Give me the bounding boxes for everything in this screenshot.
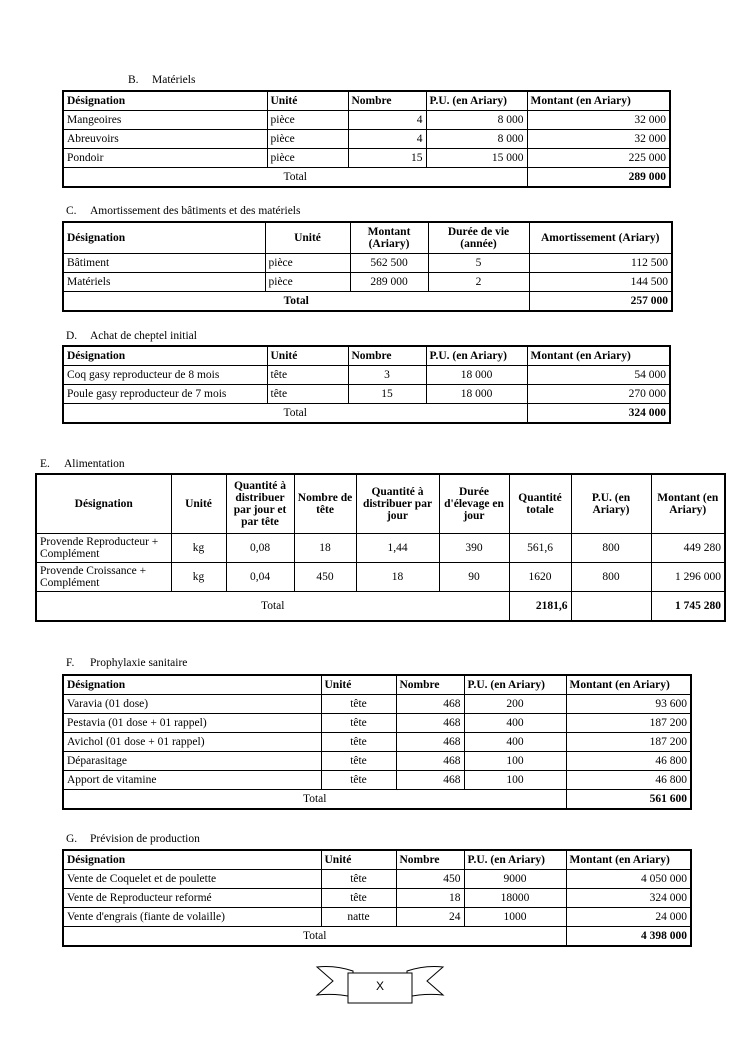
table-cell: Apport de vitamine bbox=[63, 771, 321, 790]
table-cell: 18000 bbox=[464, 889, 566, 908]
column-header: Unité bbox=[171, 474, 226, 534]
table-cell: tête bbox=[321, 714, 396, 733]
total-amount: 289 000 bbox=[527, 168, 670, 188]
table-header-row bbox=[63, 675, 691, 695]
table-row bbox=[63, 111, 670, 130]
column-header: Unité bbox=[267, 346, 348, 366]
table-row bbox=[36, 534, 725, 563]
total-label: Total bbox=[63, 168, 527, 188]
table-row bbox=[36, 563, 725, 592]
table-cell: 46 800 bbox=[566, 771, 691, 790]
total-row bbox=[63, 404, 670, 424]
table-cell: 5 bbox=[428, 254, 529, 273]
table-cell: 8 000 bbox=[426, 111, 527, 130]
table-row bbox=[63, 870, 691, 889]
table-cell: Poule gasy reproducteur de 7 mois bbox=[63, 385, 267, 404]
table-cell: tête bbox=[321, 889, 396, 908]
table-cell: kg bbox=[171, 563, 226, 592]
column-header: Nombre bbox=[348, 346, 426, 366]
column-header: Nombre bbox=[396, 675, 464, 695]
table-row bbox=[63, 130, 670, 149]
table-g bbox=[62, 849, 692, 947]
table-cell: 0,08 bbox=[226, 534, 294, 563]
table-cell: Coq gasy reproducteur de 8 mois bbox=[63, 366, 267, 385]
table-cell: 800 bbox=[571, 563, 651, 592]
total-label: Total bbox=[63, 292, 529, 312]
table-cell: Pestavia (01 dose + 01 rappel) bbox=[63, 714, 321, 733]
column-header: Désignation bbox=[63, 850, 321, 870]
table-cell: 18 bbox=[396, 889, 464, 908]
section-title-g: G. Prévision de production bbox=[66, 833, 200, 845]
column-header: Nombre bbox=[348, 91, 426, 111]
page-number-banner bbox=[315, 963, 445, 1008]
column-header: Désignation bbox=[63, 222, 265, 254]
table-d bbox=[62, 345, 671, 424]
column-header: P.U. (en Ariary) bbox=[426, 346, 527, 366]
table-row bbox=[63, 254, 672, 273]
section-title-f: F. Prophylaxie sanitaire bbox=[66, 657, 188, 669]
table-c bbox=[62, 221, 673, 312]
table-cell: 561,6 bbox=[509, 534, 571, 563]
table-cell: 468 bbox=[396, 695, 464, 714]
column-header: Unité bbox=[321, 675, 396, 695]
table-cell: 449 280 bbox=[651, 534, 725, 563]
table-cell: 1620 bbox=[509, 563, 571, 592]
table-header-row bbox=[63, 850, 691, 870]
table-cell: 270 000 bbox=[527, 385, 670, 404]
table-row bbox=[63, 752, 691, 771]
table-cell: 32 000 bbox=[527, 111, 670, 130]
total-row bbox=[63, 927, 691, 947]
total-row bbox=[63, 292, 672, 312]
table-cell: 9000 bbox=[464, 870, 566, 889]
section-title-e: E. Alimentation bbox=[40, 458, 125, 470]
column-header: Durée d'élevage en jour bbox=[439, 474, 509, 534]
column-header: Montant (en Ariary) bbox=[566, 675, 691, 695]
total-row bbox=[36, 592, 725, 622]
total-row bbox=[63, 790, 691, 810]
table-header-row bbox=[36, 474, 725, 534]
total-amount: 324 000 bbox=[527, 404, 670, 424]
column-header: Quantité totale bbox=[509, 474, 571, 534]
table-cell: 1 296 000 bbox=[651, 563, 725, 592]
total-label: Total bbox=[63, 790, 566, 810]
table-cell: 4 bbox=[348, 111, 426, 130]
column-header: Montant (en Ariary) bbox=[566, 850, 691, 870]
column-header: Unité bbox=[321, 850, 396, 870]
column-header: Quantité à distribuer par jour bbox=[356, 474, 439, 534]
table-row bbox=[63, 714, 691, 733]
table-cell: 144 500 bbox=[529, 273, 672, 292]
table-row bbox=[63, 695, 691, 714]
table-cell: Vente de Coquelet et de poulette bbox=[63, 870, 321, 889]
column-header: P.U. (en Ariary) bbox=[571, 474, 651, 534]
table-cell: Provende Reproducteur + Complément bbox=[36, 534, 171, 563]
column-header: Unité bbox=[265, 222, 350, 254]
column-header: Montant (Ariary) bbox=[350, 222, 428, 254]
total-amount: 1 745 280 bbox=[651, 592, 725, 622]
table-cell: 32 000 bbox=[527, 130, 670, 149]
table-cell: pièce bbox=[265, 254, 350, 273]
total-row bbox=[63, 168, 670, 188]
table-cell: 18 000 bbox=[426, 366, 527, 385]
table-cell: 24 000 bbox=[566, 908, 691, 927]
table-cell: 18 bbox=[356, 563, 439, 592]
table-row bbox=[63, 385, 670, 404]
table-cell: 200 bbox=[464, 695, 566, 714]
table-cell: 4 050 000 bbox=[566, 870, 691, 889]
table-cell: Déparasitage bbox=[63, 752, 321, 771]
table-cell: 18 000 bbox=[426, 385, 527, 404]
table-cell: Bâtiment bbox=[63, 254, 265, 273]
column-header: Nombre de tête bbox=[294, 474, 356, 534]
table-cell: Matériels bbox=[63, 273, 265, 292]
table-row bbox=[63, 771, 691, 790]
table-row bbox=[63, 273, 672, 292]
column-header: Nombre bbox=[396, 850, 464, 870]
table-cell: 4 bbox=[348, 130, 426, 149]
table-cell: 18 bbox=[294, 534, 356, 563]
table-cell: 15 bbox=[348, 149, 426, 168]
table-row bbox=[63, 908, 691, 927]
table-cell: pièce bbox=[267, 130, 348, 149]
column-header: P.U. (en Ariary) bbox=[464, 850, 566, 870]
table-cell: natte bbox=[321, 908, 396, 927]
table-cell: 468 bbox=[396, 752, 464, 771]
table-cell: 450 bbox=[294, 563, 356, 592]
column-header: Quantité à distribuer par jour et par tête bbox=[226, 474, 294, 534]
column-header: P.U. (en Ariary) bbox=[464, 675, 566, 695]
table-cell: Avichol (01 dose + 01 rappel) bbox=[63, 733, 321, 752]
column-header: Désignation bbox=[36, 474, 171, 534]
column-header: Montant (en Ariary) bbox=[651, 474, 725, 534]
column-header: Amortissement (Ariary) bbox=[529, 222, 672, 254]
table-cell: 468 bbox=[396, 771, 464, 790]
table-b bbox=[62, 90, 671, 188]
empty-cell bbox=[571, 592, 651, 622]
table-cell: pièce bbox=[265, 273, 350, 292]
table-cell: Vente d'engrais (fiante de volaille) bbox=[63, 908, 321, 927]
total-amount: 4 398 000 bbox=[566, 927, 691, 947]
table-cell: Pondoir bbox=[63, 149, 267, 168]
table-cell: tête bbox=[267, 385, 348, 404]
section-title-b: B. Matériels bbox=[128, 74, 196, 86]
table-cell: Provende Croissance + Complément bbox=[36, 563, 171, 592]
table-cell: 2 bbox=[428, 273, 529, 292]
section-title-d: D. Achat de cheptel initial bbox=[66, 330, 197, 342]
table-cell: tête bbox=[321, 752, 396, 771]
table-cell: 289 000 bbox=[350, 273, 428, 292]
section-title-c: C. Amortissement des bâtiments et des matériels bbox=[66, 205, 301, 217]
table-header-row bbox=[63, 222, 672, 254]
table-cell: 15 bbox=[348, 385, 426, 404]
table-cell: 100 bbox=[464, 771, 566, 790]
table-cell: kg bbox=[171, 534, 226, 563]
total-amount: 561 600 bbox=[566, 790, 691, 810]
table-cell: 93 600 bbox=[566, 695, 691, 714]
table-cell: 562 500 bbox=[350, 254, 428, 273]
total-label: Total bbox=[63, 404, 527, 424]
column-header: P.U. (en Ariary) bbox=[426, 91, 527, 111]
table-cell: 1000 bbox=[464, 908, 566, 927]
total-label: Total bbox=[36, 592, 509, 622]
table-header-row bbox=[63, 346, 670, 366]
table-e bbox=[35, 473, 726, 622]
column-header: Unité bbox=[267, 91, 348, 111]
table-row bbox=[63, 889, 691, 908]
table-cell: 187 200 bbox=[566, 733, 691, 752]
table-cell: 90 bbox=[439, 563, 509, 592]
column-header: Désignation bbox=[63, 91, 267, 111]
table-cell: 187 200 bbox=[566, 714, 691, 733]
table-cell: 400 bbox=[464, 733, 566, 752]
table-cell: tête bbox=[321, 870, 396, 889]
total-quantity: 2181,6 bbox=[509, 592, 571, 622]
table-cell: 468 bbox=[396, 733, 464, 752]
table-cell: tête bbox=[321, 733, 396, 752]
table-cell: 450 bbox=[396, 870, 464, 889]
table-cell: tête bbox=[321, 771, 396, 790]
table-row bbox=[63, 733, 691, 752]
table-cell: 468 bbox=[396, 714, 464, 733]
table-cell: 225 000 bbox=[527, 149, 670, 168]
table-cell: 54 000 bbox=[527, 366, 670, 385]
table-cell: 15 000 bbox=[426, 149, 527, 168]
column-header: Montant (en Ariary) bbox=[527, 346, 670, 366]
table-cell: 3 bbox=[348, 366, 426, 385]
table-cell: 800 bbox=[571, 534, 651, 563]
total-label: Total bbox=[63, 927, 566, 947]
table-cell: pièce bbox=[267, 111, 348, 130]
column-header: Désignation bbox=[63, 346, 267, 366]
table-cell: 324 000 bbox=[566, 889, 691, 908]
table-cell: 1,44 bbox=[356, 534, 439, 563]
table-cell: 24 bbox=[396, 908, 464, 927]
table-cell: 0,04 bbox=[226, 563, 294, 592]
table-cell: 46 800 bbox=[566, 752, 691, 771]
table-cell: 8 000 bbox=[426, 130, 527, 149]
table-cell: 100 bbox=[464, 752, 566, 771]
page-number: X bbox=[375, 979, 384, 993]
column-header: Durée de vie (année) bbox=[428, 222, 529, 254]
table-row bbox=[63, 149, 670, 168]
total-amount: 257 000 bbox=[529, 292, 672, 312]
table-cell: tête bbox=[321, 695, 396, 714]
table-cell: Varavia (01 dose) bbox=[63, 695, 321, 714]
table-cell: Mangeoires bbox=[63, 111, 267, 130]
table-cell: Abreuvoirs bbox=[63, 130, 267, 149]
table-cell: 112 500 bbox=[529, 254, 672, 273]
table-f bbox=[62, 674, 692, 810]
table-cell: Vente de Reproducteur reformé bbox=[63, 889, 321, 908]
table-cell: 400 bbox=[464, 714, 566, 733]
table-cell: 390 bbox=[439, 534, 509, 563]
table-cell: tête bbox=[267, 366, 348, 385]
column-header: Montant (en Ariary) bbox=[527, 91, 670, 111]
table-header-row bbox=[63, 91, 670, 111]
table-row bbox=[63, 366, 670, 385]
table-cell: pièce bbox=[267, 149, 348, 168]
column-header: Désignation bbox=[63, 675, 321, 695]
